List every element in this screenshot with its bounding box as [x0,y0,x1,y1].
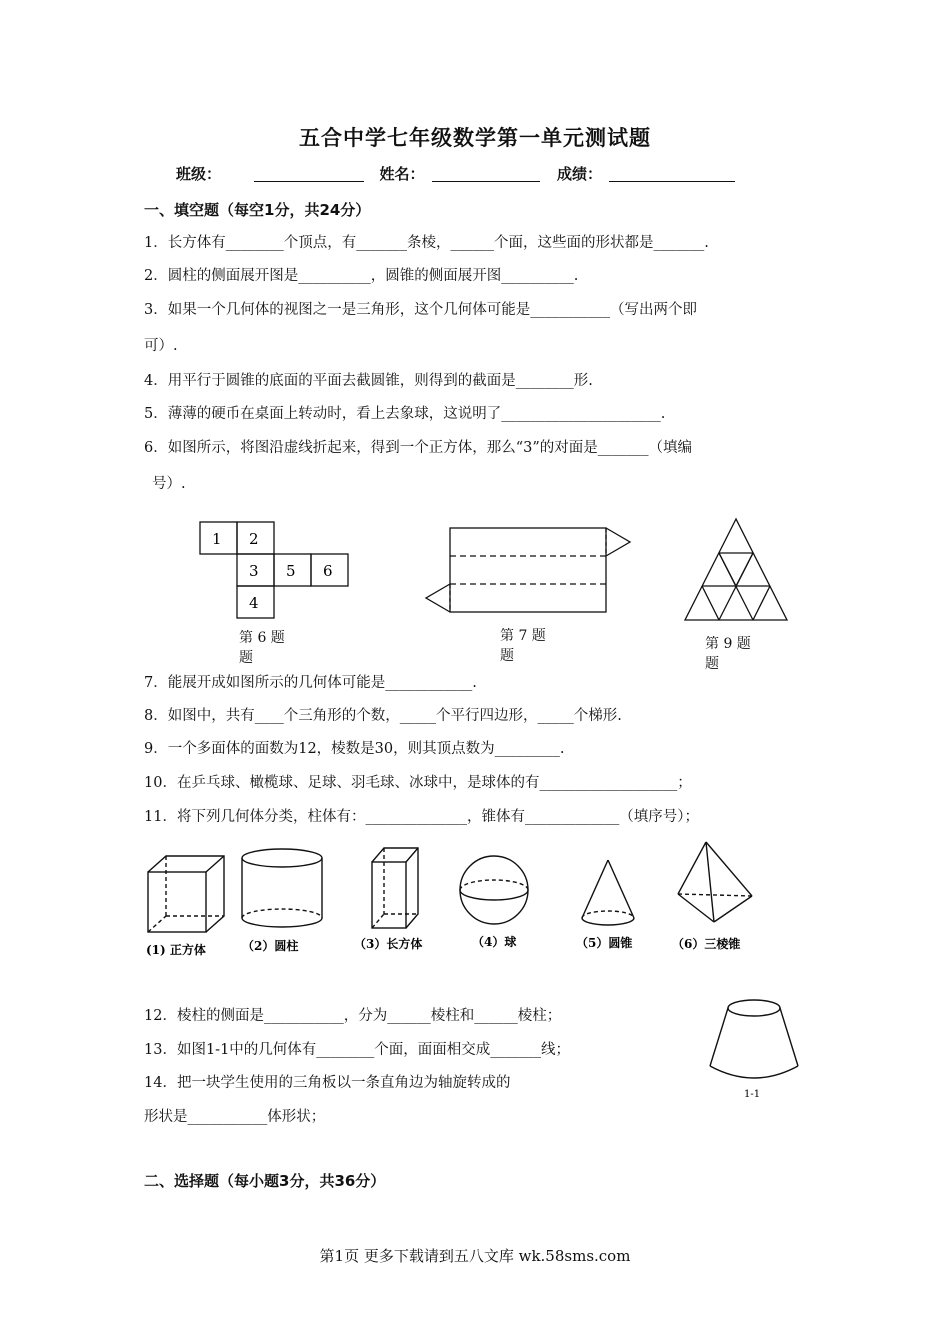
frustum-label: 1-1 [744,1089,761,1100]
solid-label-4: （4）球 [472,935,517,949]
name-blank[interactable] [432,167,540,182]
class-blank[interactable] [254,167,364,182]
caption-fig6: 第 6 题 [239,630,285,646]
score-label: 成绩： [556,165,602,183]
section2-heading: 二、选择题（每小题3分，共36分） [144,1172,386,1190]
solid-label-2: （2）圆柱 [242,939,299,953]
question-6-cont: 号）. [152,476,186,492]
question-14-cont: 形状是___________体形状； [144,1109,326,1125]
question-9: 9．一个多面体的面数为12，棱数是30，则其顶点数为_________. [144,741,565,757]
solid-label-3: （3）长方体 [354,937,423,951]
question-6: 6．如图所示，将图沿虚线折起来，得到一个正方体，那么“3”的对面是_______（填编 [144,440,693,456]
net-cell-2: 2 [249,530,259,548]
class-label: 班级： [176,165,222,183]
net-cell-4: 4 [249,594,259,612]
question-2: 2．圆柱的侧面展开图是__________，圆锥的侧面展开图__________. [144,268,579,284]
question-13: 13．如图1-1中的几何体有________个面，面面相交成_______线； [144,1042,571,1058]
section1-heading: 一、填空题（每空1分，共24分） [144,201,371,219]
net-cell-5: 5 [286,562,296,580]
student-info-row [176,163,735,184]
page-title: 五合中学七年级数学第一单元测试题 [299,126,651,150]
caption-fig7: 第 7 题 [500,628,546,644]
solid-label-5: （5）圆锥 [576,936,633,950]
question-3: 3．如果一个几何体的视图之一是三角形，这个几何体可能是___________（写出两个即 [144,302,697,318]
solid-label-1: (1) 正方体 [146,943,206,957]
question-5: 5．薄薄的硬币在桌面上转动时，看上去象球，这说明了______________________. [144,406,666,422]
net-cell-6: 6 [323,562,333,580]
question-12: 12．棱柱的侧面是___________，分为______棱柱和______棱柱； [144,1008,562,1024]
question-7: 7．能展开成如图所示的几何体可能是____________. [144,675,477,691]
score-blank[interactable] [609,167,735,182]
triangle-grid-figure [682,516,790,624]
page-footer: 第1页 更多下载请到五八文库 wk.58sms.com [319,1247,631,1265]
question-1: 1．长方体有________个顶点，有_______条棱，______个面，这些面的形状都是_______. [144,235,709,251]
name-label: 姓名： [379,165,425,183]
net-cell-1: 1 [212,530,222,548]
net-cell-3: 3 [249,562,259,580]
solids-figure [142,838,782,962]
frustum-figure [704,996,804,1100]
caption-fig7-b: 题 [500,648,514,664]
question-3-cont: 可）. [144,338,178,354]
question-4: 4．用平行于圆锥的底面的平面去截圆锥，则得到的截面是________形. [144,373,593,389]
prism-net-figure [422,524,634,616]
caption-fig9-b: 题 [705,656,719,672]
caption-fig6-b: 题 [239,650,253,666]
question-14: 14．把一块学生使用的三角板以一条直角边为轴旋转成的 [144,1075,511,1091]
question-10: 10．在乒乓球、橄榄球、足球、羽毛球、冰球中，是球体的有___________________； [144,775,692,791]
solid-label-6: （6）三棱锥 [672,937,741,951]
caption-fig9: 第 9 题 [705,636,751,652]
question-11: 11．将下列几何体分类，柱体有：______________，锥体有_____________（填序号）； [144,809,699,825]
cube-net-figure [198,520,358,622]
question-8: 8．如图中，共有____个三角形的个数，_____个平行四边形，_____个梯形. [144,708,622,724]
